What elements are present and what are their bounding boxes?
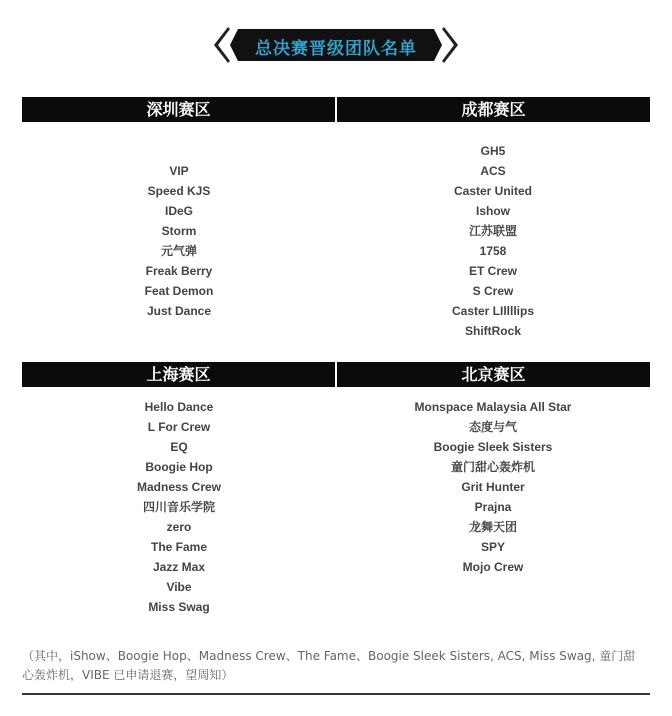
- team-item: SPY: [480, 540, 505, 554]
- team-item: ACS: [480, 164, 506, 178]
- team-item: Caster United: [453, 184, 533, 198]
- team-item: Storm: [161, 224, 197, 238]
- team-item: zero: [166, 520, 192, 534]
- team-item: Grit Hunter: [461, 480, 525, 494]
- team-item: Monspace Malaysia All Star: [414, 400, 572, 414]
- bottom-divider: [22, 693, 650, 695]
- team-item: S Crew: [472, 284, 514, 298]
- team-item: EQ: [170, 440, 188, 454]
- team-item: Ishow: [475, 204, 510, 218]
- team-item: Madness Crew: [136, 480, 222, 494]
- list-beijing: [336, 397, 650, 577]
- team-item: Boogie Sleek Sisters: [433, 440, 553, 454]
- team-item: 童门甜心轰炸机: [450, 460, 535, 474]
- team-item: Vibe: [166, 580, 192, 594]
- team-item: Prajna: [474, 500, 512, 514]
- team-item: 态度与气: [468, 420, 517, 434]
- team-item: ShiftRock: [464, 324, 521, 338]
- team-item: Speed KJS: [147, 184, 211, 198]
- team-item: Freak Berry: [145, 264, 213, 278]
- list-shenzhen: [22, 161, 336, 321]
- team-item: Feat Demon: [144, 284, 214, 298]
- header-beijing: 北京赛区: [337, 362, 650, 387]
- team-item: 1758: [479, 244, 507, 258]
- team-item: Just Dance: [146, 304, 212, 318]
- header-chengdu: 成都赛区: [337, 97, 650, 122]
- team-item: Boogie Hop: [145, 460, 213, 474]
- team-item: VIP: [169, 164, 189, 178]
- list-chengdu: [336, 141, 650, 341]
- team-item: ET Crew: [468, 264, 517, 278]
- team-item: GH5: [480, 144, 506, 158]
- team-item: 元气弹: [160, 244, 197, 258]
- header-shanghai: 上海赛区: [22, 362, 335, 387]
- banner-title: 总决赛晋级团队名单: [255, 39, 417, 59]
- team-item: Miss Swag: [148, 600, 210, 614]
- team-item: The Fame: [150, 540, 207, 554]
- list-shanghai: [22, 397, 336, 617]
- team-item: Mojo Crew: [462, 560, 524, 574]
- team-item: 江苏联盟: [468, 224, 517, 238]
- team-item: Caster LIllllips: [451, 304, 535, 318]
- title-banner: [214, 25, 458, 65]
- header-shenzhen: 深圳赛区: [22, 97, 335, 122]
- team-item: Hello Dance: [144, 400, 214, 414]
- team-item: L For Crew: [147, 420, 211, 434]
- team-item: Jazz Max: [152, 560, 206, 574]
- team-item: 龙舞天团: [468, 520, 517, 534]
- withdrawal-note: （其中，iShow、Boogie Hop、Madness Crew、The Fame、Boogie Sleek Sisters, ACS, Miss Swag, 童门甜心轰炸机，VIBE 已申请退赛，望周知）: [22, 649, 636, 682]
- team-item: 四川音乐学院: [142, 500, 215, 514]
- team-item: IDeG: [164, 204, 193, 218]
